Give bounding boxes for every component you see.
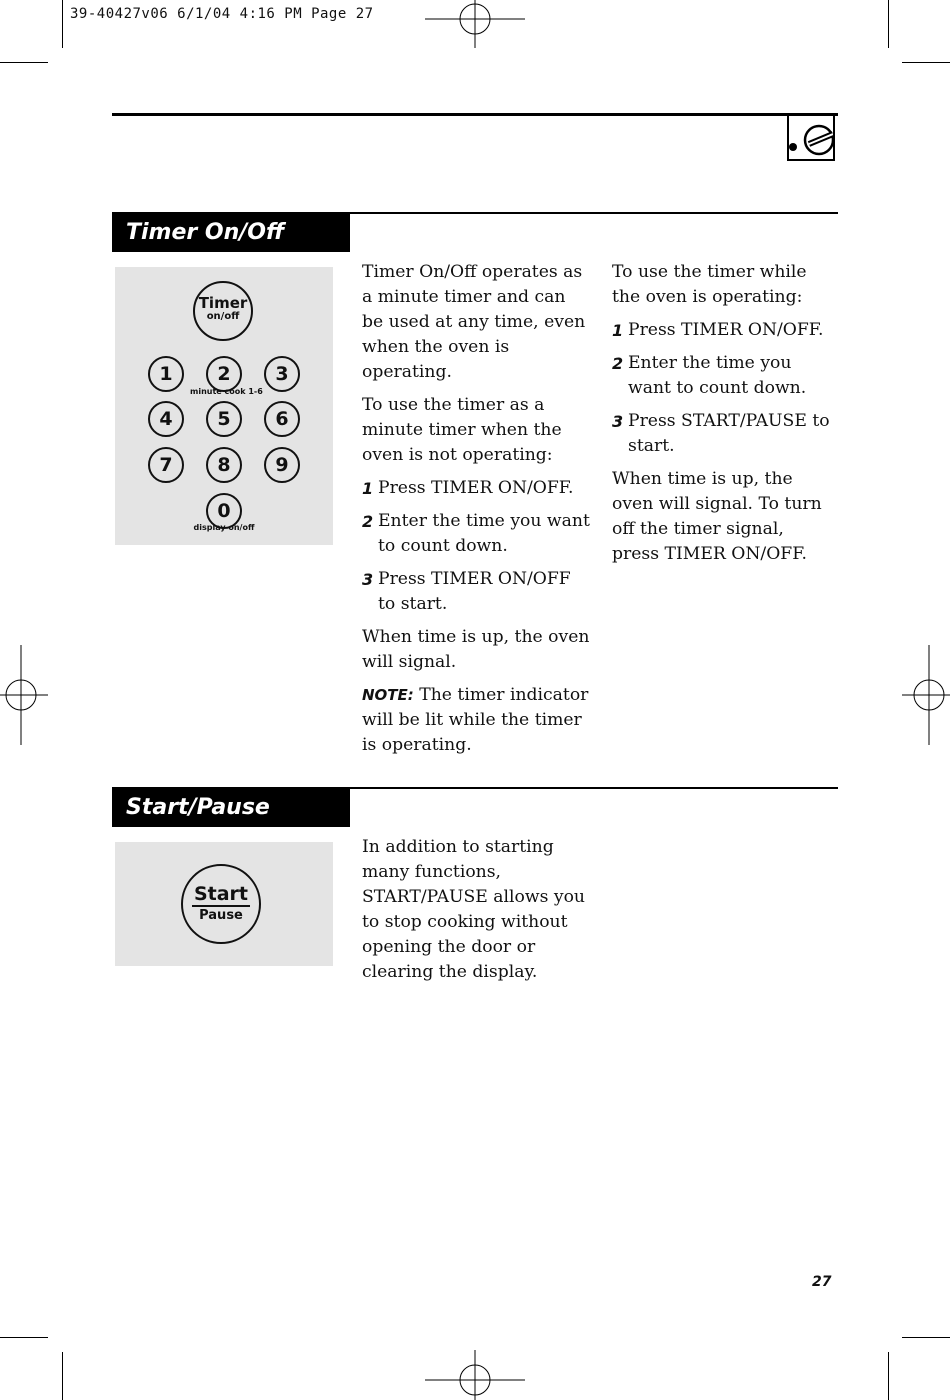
number-key: 1 xyxy=(148,356,184,392)
step-number: 1 xyxy=(362,479,374,498)
number-key: 4 xyxy=(148,401,184,437)
timer-column-1 xyxy=(362,260,590,766)
number-key: 7 xyxy=(148,447,184,483)
page-number: 27 xyxy=(812,1274,832,1290)
number-key: 0 xyxy=(206,493,242,529)
registration-mark-top xyxy=(420,0,530,50)
step-text: Enter the time you want to count down. xyxy=(628,353,807,398)
number-key: 2 xyxy=(206,356,242,392)
timer-after-2: When time is up, the oven will signal. To turn off the timer signal, press TIMER ON/OFF. xyxy=(612,469,822,564)
step-text: Press TIMER ON/OFF. xyxy=(378,478,574,498)
timer-key xyxy=(193,281,253,341)
start-body: In addition to starting many functions, START/PAUSE allows you to stop cooking without opening the door or clearing the display. xyxy=(362,837,585,982)
oven-knob-icon xyxy=(789,116,833,160)
display-onoff-label: display on/off xyxy=(193,523,255,532)
number-key: 5 xyxy=(206,401,242,437)
step-number: 2 xyxy=(362,512,374,531)
number-key: 9 xyxy=(264,447,300,483)
start-pause-key xyxy=(181,864,261,944)
timer-lead-2: To use the timer while the oven is operating: xyxy=(612,262,807,307)
timer-column-2 xyxy=(612,260,836,575)
timer-note xyxy=(362,683,590,758)
number-key: 8 xyxy=(206,447,242,483)
step-text: Press TIMER ON/OFF. xyxy=(628,320,824,340)
step-3 xyxy=(362,567,590,617)
step-number: 2 xyxy=(612,354,624,373)
start-key-label: Start xyxy=(193,883,249,905)
timer-key-label: Timer xyxy=(198,294,248,312)
step-2 xyxy=(612,351,836,401)
step-1 xyxy=(612,318,836,343)
note-label: NOTE: xyxy=(362,686,414,704)
number-key: 3 xyxy=(264,356,300,392)
start-column xyxy=(362,835,590,993)
pause-key-label: Pause xyxy=(199,908,243,923)
step-number: 3 xyxy=(362,570,374,589)
step-number: 3 xyxy=(612,412,624,431)
number-key: 6 xyxy=(264,401,300,437)
timer-lead: To use the timer as a minute timer when the oven is not operating: xyxy=(362,395,562,465)
timer-after: When time is up, the oven will signal. xyxy=(362,627,590,672)
registration-mark-right xyxy=(900,640,950,750)
step-text: Press TIMER ON/OFF to start. xyxy=(378,569,571,614)
timer-intro: Timer On/Off operates as a minute timer and can be used at any time, even when the oven is operating. xyxy=(362,262,586,382)
start-section-rule xyxy=(350,787,838,789)
timer-keypad-illustration xyxy=(115,267,333,545)
note-text: The timer indicator will be lit while the timer is operating. xyxy=(362,685,589,755)
registration-mark-bottom xyxy=(420,1350,530,1400)
start-section-heading: Start/Pause xyxy=(112,787,350,827)
step-number: 1 xyxy=(612,321,624,340)
timer-key-sublabel: on/off xyxy=(206,311,240,322)
step-3 xyxy=(612,409,836,459)
registration-mark-left xyxy=(0,640,50,750)
header-rule xyxy=(112,113,838,116)
header-corner-box xyxy=(787,113,835,161)
timer-section-heading: Timer On/Off xyxy=(112,212,350,252)
step-1 xyxy=(362,476,590,501)
minute-cook-label: minute cook 1-6 xyxy=(190,387,263,396)
start-pause-illustration xyxy=(115,842,333,966)
step-text: Press START/PAUSE to start. xyxy=(628,411,830,456)
step-2 xyxy=(362,509,590,559)
timer-section-rule xyxy=(350,212,838,214)
print-slug: 39-40427v06 6/1/04 4:16 PM Page 27 xyxy=(70,6,374,22)
step-text: Enter the time you want to count down. xyxy=(378,511,590,556)
